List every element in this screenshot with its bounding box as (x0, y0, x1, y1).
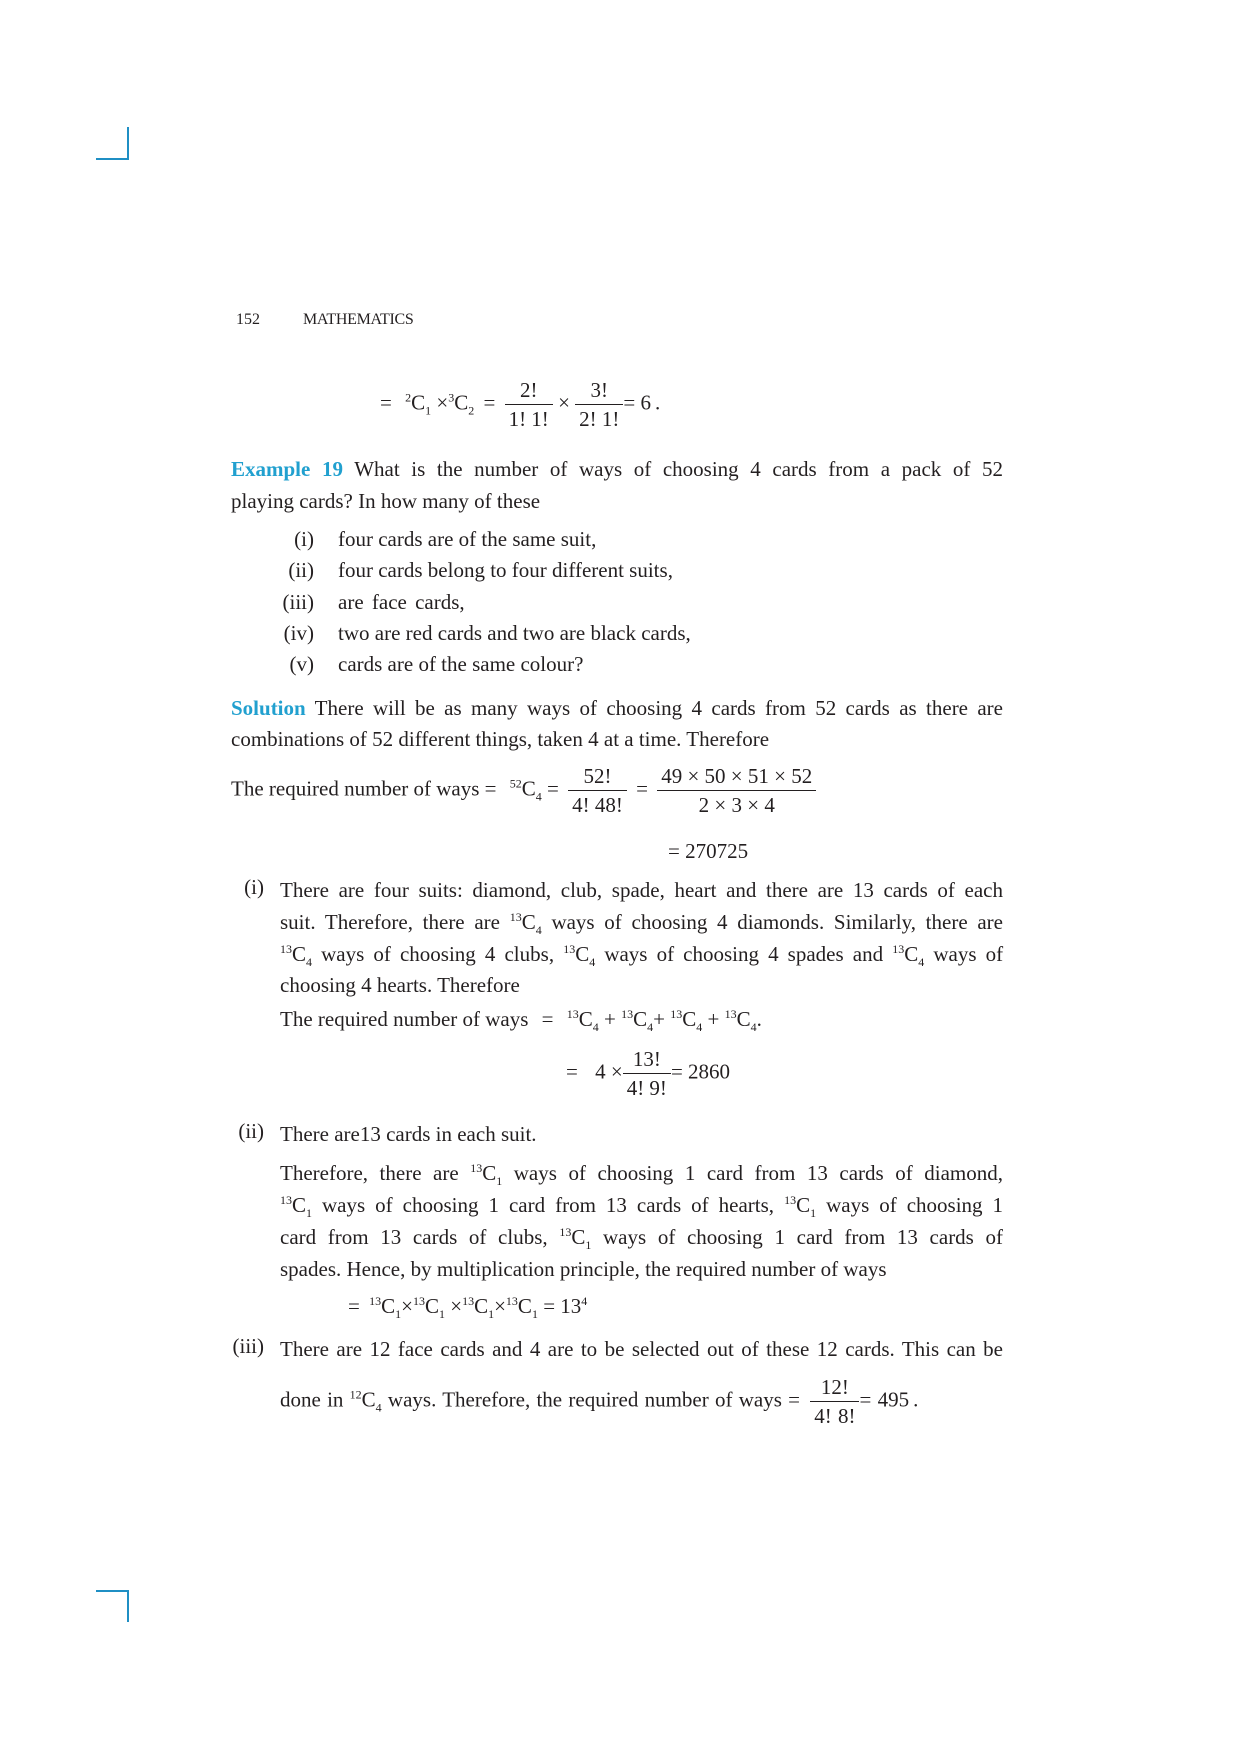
list-item-label: (ii) (288, 558, 314, 582)
solution-line-1: Solution There will be as many ways of choosing 4 cards from 52 cards as there are (231, 696, 1003, 720)
fraction: $\frac{12!}{4! 8!}$ (810, 1375, 859, 1428)
solution-equation: The required number of ways = $^{52}C_4$ = $\frac{52!}{4! 48!}$ = $\frac{49 \times 50 \times 51 \times 52}{2 \times 3 \times 4}$ (231, 764, 816, 817)
part-ii-line-1: There are13 cards in each suit. (280, 1122, 537, 1146)
part-ii-line-3: $^{13}C_1$ ways of choosing 1 card from 13 cards of hearts, $^{13}C_1$ ways of choosing 1 (280, 1193, 1004, 1220)
crop-mark-bottom-v (127, 1590, 129, 1622)
part-iii-line-1: There are 12 face cards and 4 are to be selected out of these 12 cards. This can be (280, 1337, 1003, 1361)
list-item-text: two are red cards and two are black cards, (338, 621, 691, 645)
equation-top: = $^2C_1 \times^3C_2$ = $\frac{2!}{1! 1!}$ × $\frac{3!}{2! 1!}$ = 6 . (380, 378, 661, 432)
list-item-label: (iii) (282, 590, 314, 614)
part-i-line-1: There are four suits: diamond, club, spade, heart and there are 13 cards of each (280, 878, 1003, 902)
solution-label: Solution (231, 696, 306, 720)
solution-result: = 270725 (668, 839, 749, 863)
part-i-line-2: suit. Therefore, there are $^{13}C_4$ ways of choosing 4 diamonds. Similarly, there are (280, 910, 1003, 937)
fraction: $\frac{49 \times 50 \times 51 \times 52}{2 \times 3 \times 4}$ (657, 764, 816, 817)
crop-mark-bottom-h (96, 1590, 129, 1592)
part-label: (ii) (238, 1119, 264, 1143)
fraction: $\frac{3!}{2! 1!}$ (575, 378, 623, 431)
solution-line-2: combinations of 52 different things, taken 4 at a time. Therefore (231, 727, 770, 751)
crop-mark-top-h (96, 158, 129, 160)
list-item-text: four cards belong to four different suits, (338, 558, 673, 582)
part-ii-line-2: Therefore, there are $^{13}C_1$ ways of choosing 1 card from 13 cards of diamond, (280, 1161, 1004, 1188)
part-label: (i) (244, 875, 264, 899)
part-i-equation-1: The required number of ways = $^{13}C_4 + ^{13}C_4+ ^{13}C_4 + ^{13}C_4$. (280, 1007, 762, 1034)
part-i-line-4: choosing 4 hearts. Therefore (280, 973, 520, 997)
list-item-label: (v) (289, 652, 314, 676)
page-number: 152 (236, 311, 260, 328)
list-item-text: four cards are of the same suit, (338, 527, 597, 551)
example-line-1: Example 19 What is the number of ways of choosing 4 cards from a pack of 52 (231, 457, 1004, 481)
fraction: $\frac{52!}{4! 48!}$ (568, 764, 627, 817)
part-label: (iii) (232, 1334, 264, 1358)
part-ii-line-5: spades. Hence, by multiplication principle, the required number of ways (280, 1257, 887, 1281)
part-iii-line-2: done in $^{12}C_4$ ways. Therefore, the required number of ways = $\frac{12!}{4! 8!}$ = 495 . (280, 1375, 919, 1429)
running-title: MATHEMATICS (303, 311, 414, 328)
list-item-text: cards are of the same colour? (338, 652, 584, 676)
list-item-label: (iv) (283, 621, 314, 645)
part-i-line-3: $^{13}C_4$ ways of choosing 4 clubs, $^{13}C_4$ ways of choosing 4 spades and $^{13}C_4$ ways of (280, 942, 1004, 969)
part-ii-equation: = $^{13}C_1\times^{13}C_1 \times^{13}C_1\times^{13}C_1 = 13^4$ (348, 1294, 588, 1321)
fraction: $\frac{13!}{4! 9!}$ (623, 1047, 671, 1100)
crop-mark-top-v (127, 127, 129, 160)
list-item-label: (i) (294, 527, 314, 551)
example-label: Example 19 (231, 457, 343, 481)
example-line-2: playing cards? In how many of these (231, 489, 541, 513)
part-i-equation-2: = 4 × $\frac{13!}{4! 9!}$ = 2860 (566, 1047, 731, 1101)
part-ii-line-4: card from 13 cards of clubs, $^{13}C_1$ ways of choosing 1 card from 13 cards of (280, 1225, 1004, 1252)
fraction: $\frac{2!}{1! 1!}$ (505, 378, 553, 431)
list-item-text: are face cards, (338, 590, 465, 614)
